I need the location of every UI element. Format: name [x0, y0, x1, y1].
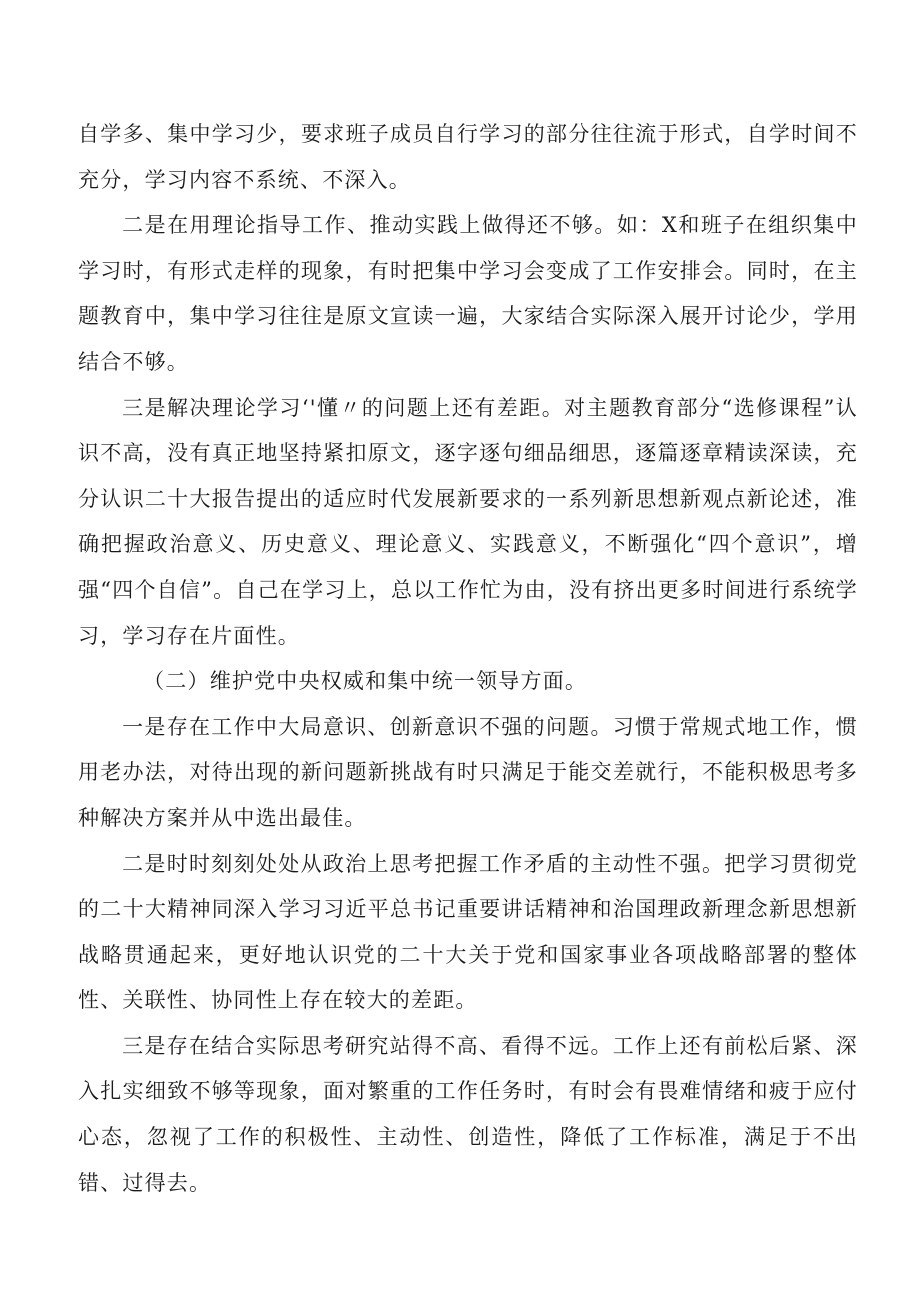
paragraph-theory-guidance: 二是在用理论指导工作、推动实践上做得还不够。如：X和班子在组织集中学习时，有形式走样的现象，有时把集中学习会变成了工作安排会。同时，在主题教育中，集中学习往往是原文宣读一遍，大家结合实际深入展开讨论少，学用结合不够。 [78, 213, 858, 374]
paragraph-study-continuation: 自学多、集中学习少，要求班子成员自行学习的部分往往流于形式，自学时间不充分，学习内容不系统、不深入。 [78, 122, 858, 192]
paragraph-practical-research: 三是存在结合实际思考研究站得不高、看得不远。工作上还有前松后紧、深入扎实细致不够等现象，面对繁重的工作任务时，有时会有畏难情绪和疲于应付心态，忽视了工作的积极性、主动性、创造性，降低了工作标准，满足于不出错、过得去。 [78, 1033, 858, 1195]
paragraph-theory-understanding: 三是解决理论学习‘'懂〃的问题上还有差距。对主题教育部分“选修课程”认识不高，没有真正地坚持紧扣原文，逐字逐句细品细思，逐篇逐章精读深读，充分认识二十大报告提出的适应时代发展新要求的一系列新思想新观点新论述，准确把握政治意义、历史意义、理论意义、实践意义，不断强化“四个意识”，增强“四个自信”。自己在学习上，总以工作忙为由，没有挤出更多时间进行系统学习，学习存在片面性。 [78, 395, 858, 648]
paragraph-overall-awareness: 一是存在工作中大局意识、创新意识不强的问题。习惯于常规式地工作，惯用老办法，对待出现的新问题新挑战有时只满足于能交差就行，不能积极思考多种解决方案并从中选出最佳。 [78, 714, 858, 830]
section-heading-party-authority: （二）维护党中央权威和集中统一领导方面。 [143, 669, 588, 694]
paragraph-political-thinking: 二是时时刻刻处处从政治上思考把握工作矛盾的主动性不强。把学习贯彻党的二十大精神同深入学习习近平总书记重要讲话精神和治国理政新理念新思想新战略贯通起来，更好地认识党的二十大关于党和国家事业各项战略部署的整体性、关联性、协同性上存在较大的差距。 [78, 851, 858, 1013]
document-body [78, 112, 858, 1206]
